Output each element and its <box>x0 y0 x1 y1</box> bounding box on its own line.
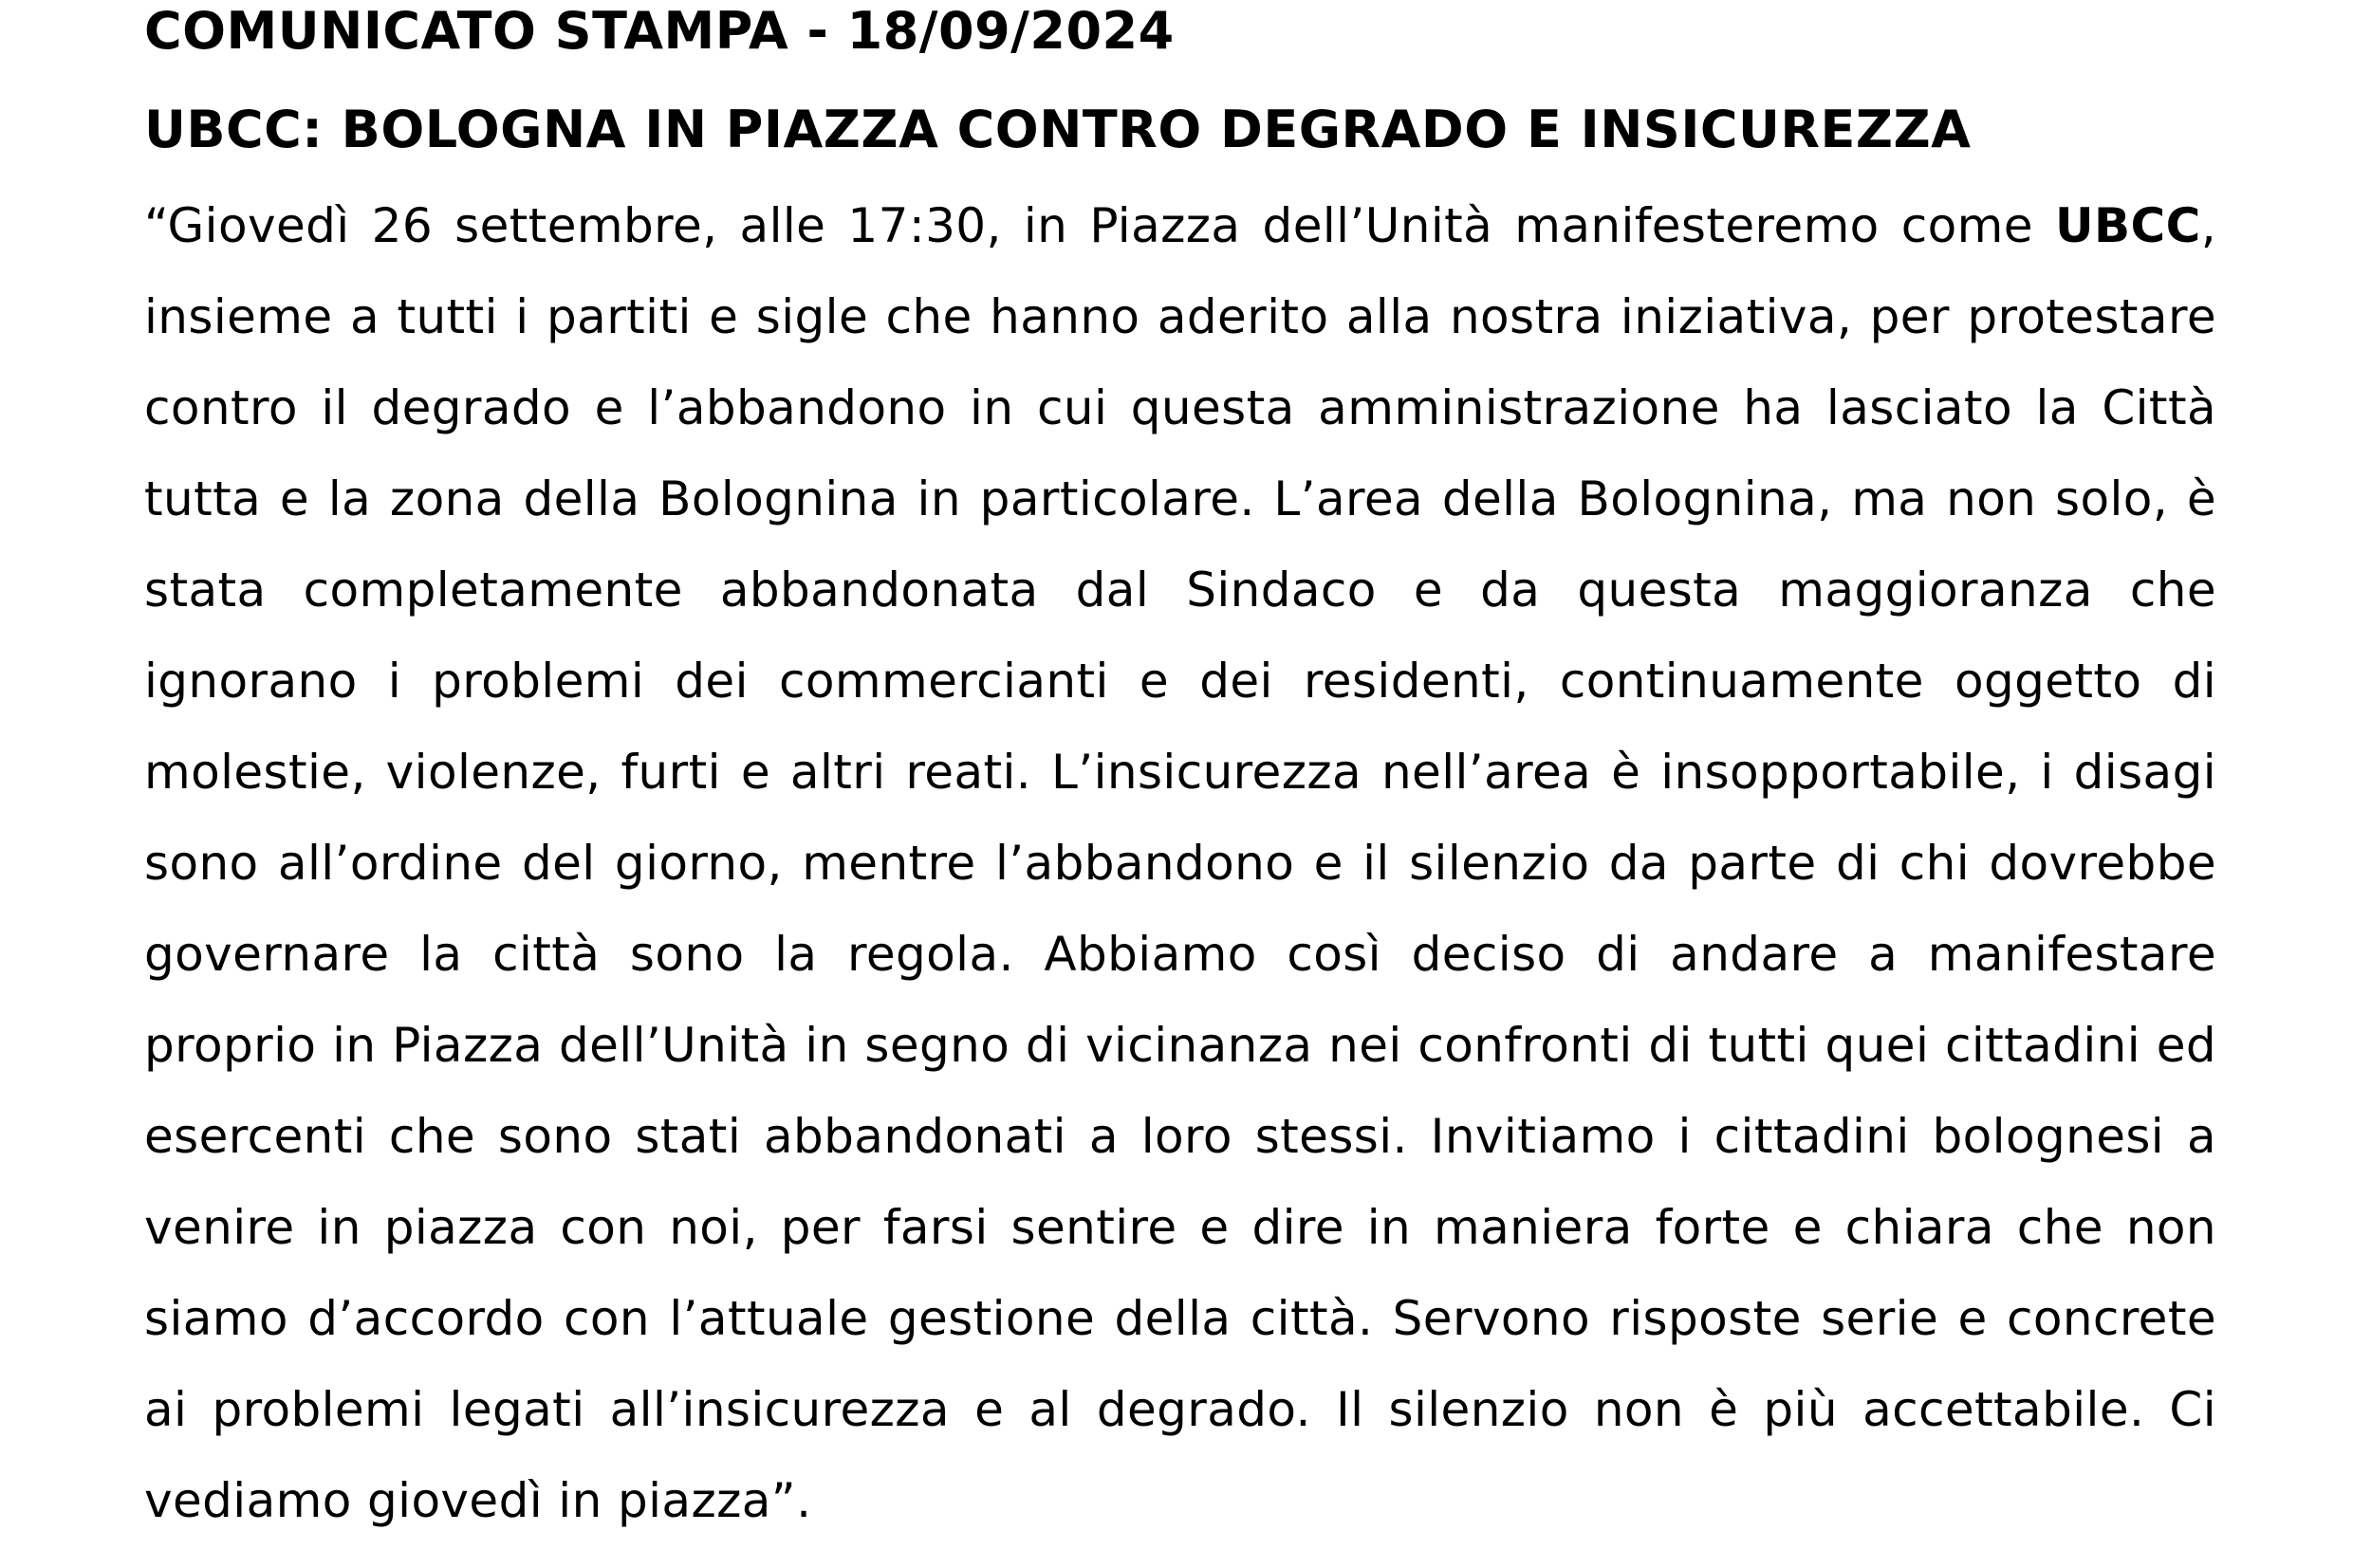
body-text: , insieme a tutti i partiti e sigle che hanno aderito alla nostra iniziativa, per protestare contro il degrado e l’abbandono in cui questa amministrazione ha lasciato la Città tutta e la zona della Bolognina in particolare. L’area della Bolognina, ma non solo, è stata completamente abbandonata dal Sindaco e da questa maggioranza che ignorano i problemi dei commercianti e dei residenti, continuamente oggetto di molestie, violenze, furti e altri reati. L’insicurezza nell’area è insopportabile, i disagi sono all’ordine del giorno, mentre l’abbandono e il silenzio da parte di chi dovrebbe governare la città sono la regola. Abbiamo così deciso di andare a manifestare proprio in Piazza dell’Unità in segno di vicinanza nei confronti di tutti quei cittadini ed esercenti che sono stati abbandonati a loro stessi. Invitiamo i cittadini bolognesi a venire in piazza con noi, per farsi sentire e dire in maniera forte e chiara che non siamo d’accordo con l’attuale gestione della città. Servono risposte serie e concrete ai problemi legati all’insicurezza e al degrado. Il silenzio non è più accettabile. Ci vediamo giovedì in piazza”. <box>144 198 2216 1528</box>
organization-name: UBCC <box>2055 198 2201 253</box>
body-intro: “Giovedì 26 settembre, alle 17:30, in Piazza dell’Unità manifesteremo come <box>144 198 2055 253</box>
body-paragraph <box>144 180 2216 1546</box>
press-release-title: UBCC: BOLOGNA IN PIAZZA CONTRO DEGRADO E INSICUREZZA <box>144 100 1972 159</box>
press-release-heading: COMUNICATO STAMPA - 18/09/2024 <box>144 1 1175 61</box>
